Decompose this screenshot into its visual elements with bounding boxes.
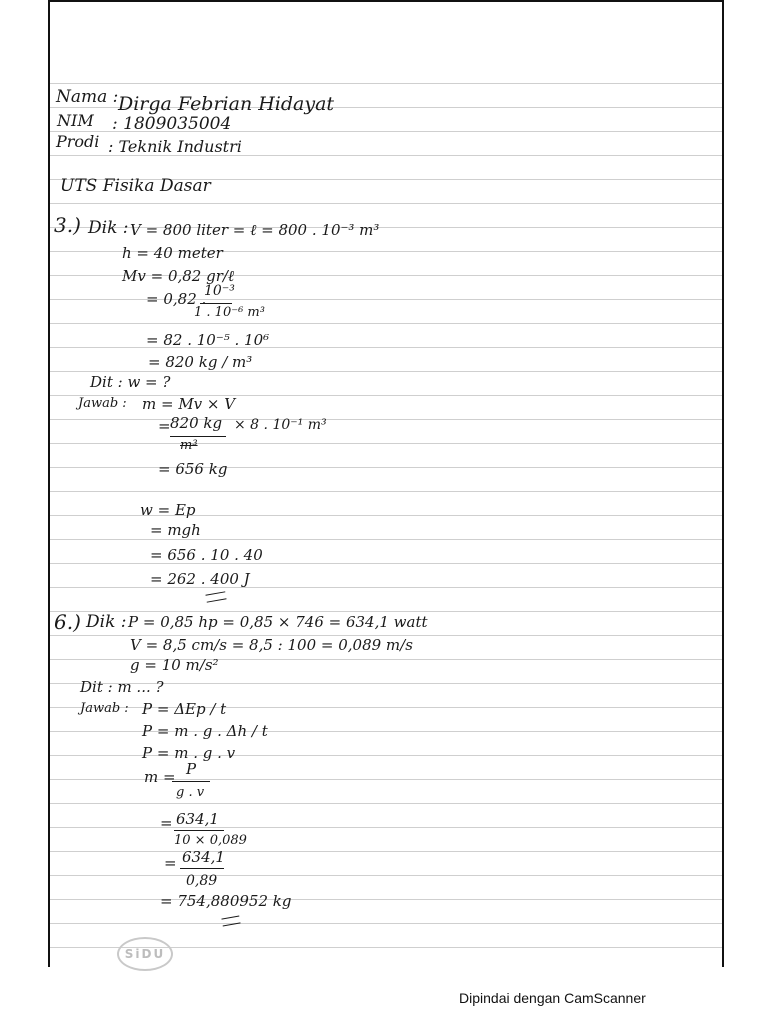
problem-6-result: = 754,880952 kg — [160, 892, 292, 910]
equals-sign: = — [164, 854, 177, 872]
problem-6-step2-denominator: 0,89 — [186, 873, 218, 889]
watermark-logo: SiDU — [117, 937, 173, 971]
nim-label: NIM — [57, 111, 94, 130]
equals-sign: = — [160, 814, 173, 832]
problem-3-density-step2: = 82 . 10⁻⁵ . 10⁶ — [146, 331, 270, 349]
problem-6-dik-label: Dik : — [86, 612, 127, 632]
problem-6-mass-denominator: g . v — [176, 785, 205, 800]
fraction-bar — [170, 436, 226, 437]
problem-3-density-numerator: 10⁻³ — [204, 283, 235, 299]
problem-6-mass-numerator: P — [186, 760, 197, 778]
problem-6-dit: Dit : m ... ? — [80, 678, 164, 696]
problem-3-work-mgh: = mgh — [150, 521, 201, 539]
problem-3-mass-volume-term: × 8 . 10⁻¹ m³ — [234, 417, 327, 433]
problem-3-work-result: = 262 . 400 J — [150, 570, 250, 588]
equals-sign: = — [158, 417, 171, 435]
problem-3-number: 3.) — [54, 213, 81, 237]
problem-6-jawab-label: Jawab : — [80, 701, 129, 716]
problem-3-mass-result: = 656 kg — [158, 460, 228, 478]
problem-6-power-expanded: P = m . g . Δh / t — [142, 722, 268, 740]
problem-3-volume: V = 800 liter = ℓ = 800 . 10⁻³ m³ — [130, 221, 380, 239]
student-name: Dirga Febrian Hidayat — [118, 93, 335, 115]
problem-6-power-formula: P = ΔEp / t — [142, 700, 227, 718]
problem-3-density-result: = 820 kg / m³ — [148, 353, 253, 371]
page-title: UTS Fisika Dasar — [60, 176, 211, 196]
problem-6-gravity: g = 10 m/s² — [130, 656, 219, 674]
problem-3-density-step1-prefix: = 0,82 . — [146, 290, 207, 308]
problem-6-mass-prefix: m = — [144, 768, 176, 786]
problem-6-power: P = 0,85 hp = 0,85 × 746 = 634,1 watt — [128, 613, 428, 631]
fraction-bar — [172, 781, 210, 782]
problem-6-step2-numerator: 634,1 — [182, 848, 225, 866]
fraction-bar — [174, 830, 224, 831]
fraction-bar — [180, 868, 224, 869]
problem-6-power-velocity: P = m . g . v — [142, 744, 236, 762]
problem-3-dik-label: Dik : — [88, 218, 129, 238]
prodi-value: : Teknik Industri — [108, 137, 242, 156]
problem-6-velocity: V = 8,5 cm/s = 8,5 : 100 = 0,089 m/s — [130, 636, 413, 654]
scanner-footer: Dipindai dengan CamScanner — [459, 990, 646, 1006]
problem-3-work-formula: w = Ep — [140, 501, 196, 519]
problem-3-jawab-label: Jawab : — [78, 396, 127, 411]
problem-6-number: 6.) — [54, 610, 81, 634]
problem-3-density: Mv = 0,82 gr/ℓ — [122, 267, 235, 285]
problem-3-dit: Dit : w = ? — [90, 373, 171, 391]
problem-3-work-substitution: = 656 . 10 . 40 — [150, 546, 263, 564]
problem-3-density-denominator: 1 . 10⁻⁶ m³ — [194, 305, 265, 320]
problem-3-mass-numerator: 820 kg — [170, 414, 223, 432]
problem-6-step1-denominator: 10 × 0,089 — [174, 833, 247, 848]
nim-value: : 1809035004 — [112, 114, 232, 134]
nama-label: Nama : — [56, 87, 119, 107]
problem-3-mass-denominator: m³ — [180, 438, 198, 453]
prodi-label: Prodi — [56, 132, 100, 151]
problem-6-step1-numerator: 634,1 — [176, 810, 219, 828]
problem-3-height: h = 40 meter — [122, 244, 223, 262]
problem-3-mass-formula: m = Mv × V — [142, 395, 236, 413]
fraction-bar — [200, 303, 232, 304]
